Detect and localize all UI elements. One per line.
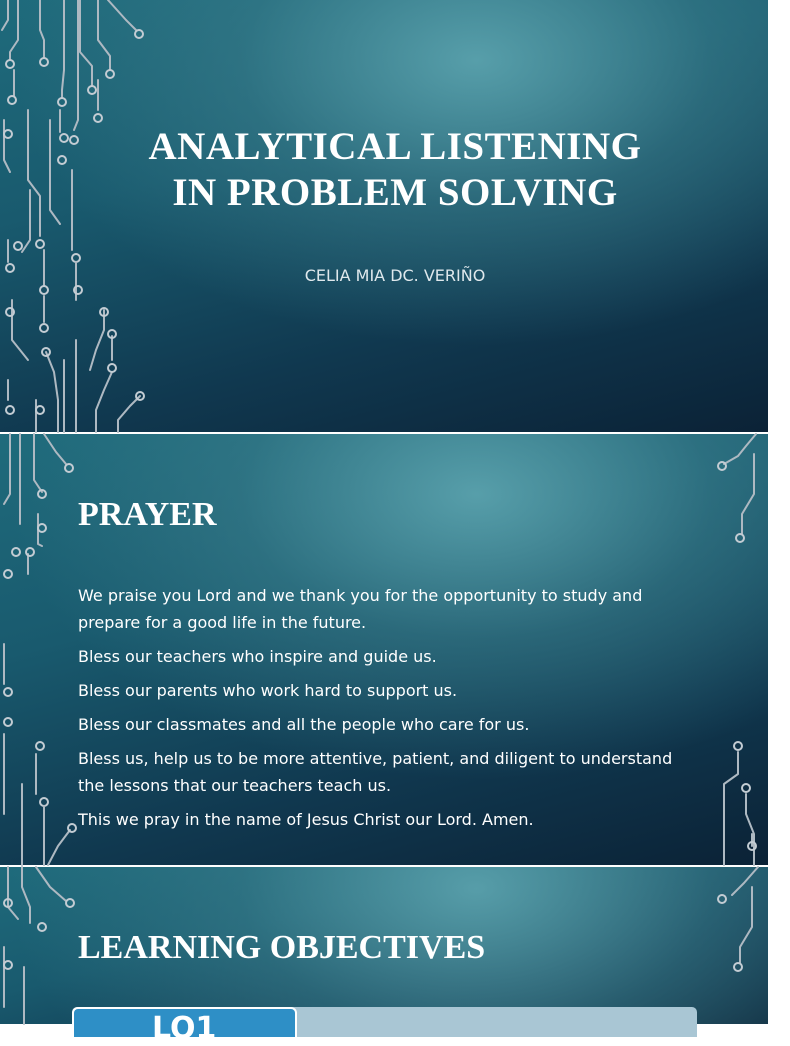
objective-tab-label: LO1 — [152, 1011, 217, 1046]
objectives-heading: LEARNING OBJECTIVES — [78, 929, 486, 966]
prayer-line: Bless our teachers who inspire and guide us. — [78, 647, 437, 666]
title-slide[interactable] — [0, 0, 768, 432]
prayer-line: Bless us, help us to be more attentive, patient, and diligent to understand the lessons that our teachers teach us. — [78, 749, 673, 795]
title-line-1: ANALYTICAL LISTENING — [148, 125, 642, 168]
prayer-heading: PRAYER — [78, 496, 217, 533]
prayer-line: Bless our classmates and all the people who care for us. — [78, 715, 530, 734]
prayer-slide[interactable] — [0, 434, 768, 865]
circuit-decoration-left — [0, 0, 768, 432]
learning-objectives-slide[interactable] — [0, 867, 768, 1046]
prayer-line: We praise you Lord and we thank you for the opportunity to study and prepare for a good life in the future. — [78, 586, 643, 632]
presentation-title — [0, 124, 790, 216]
prayer-text — [78, 582, 698, 840]
title-line-2: IN PROBLEM SOLVING — [172, 171, 618, 214]
prayer-line: Bless our parents who work hard to support us. — [78, 681, 458, 700]
prayer-line: This we pray in the name of Jesus Christ our Lord. Amen. — [78, 810, 534, 829]
author-name: CELIA MIA DC. VERIÑO — [304, 266, 486, 285]
objective-tab-lo1[interactable] — [72, 1007, 297, 1046]
